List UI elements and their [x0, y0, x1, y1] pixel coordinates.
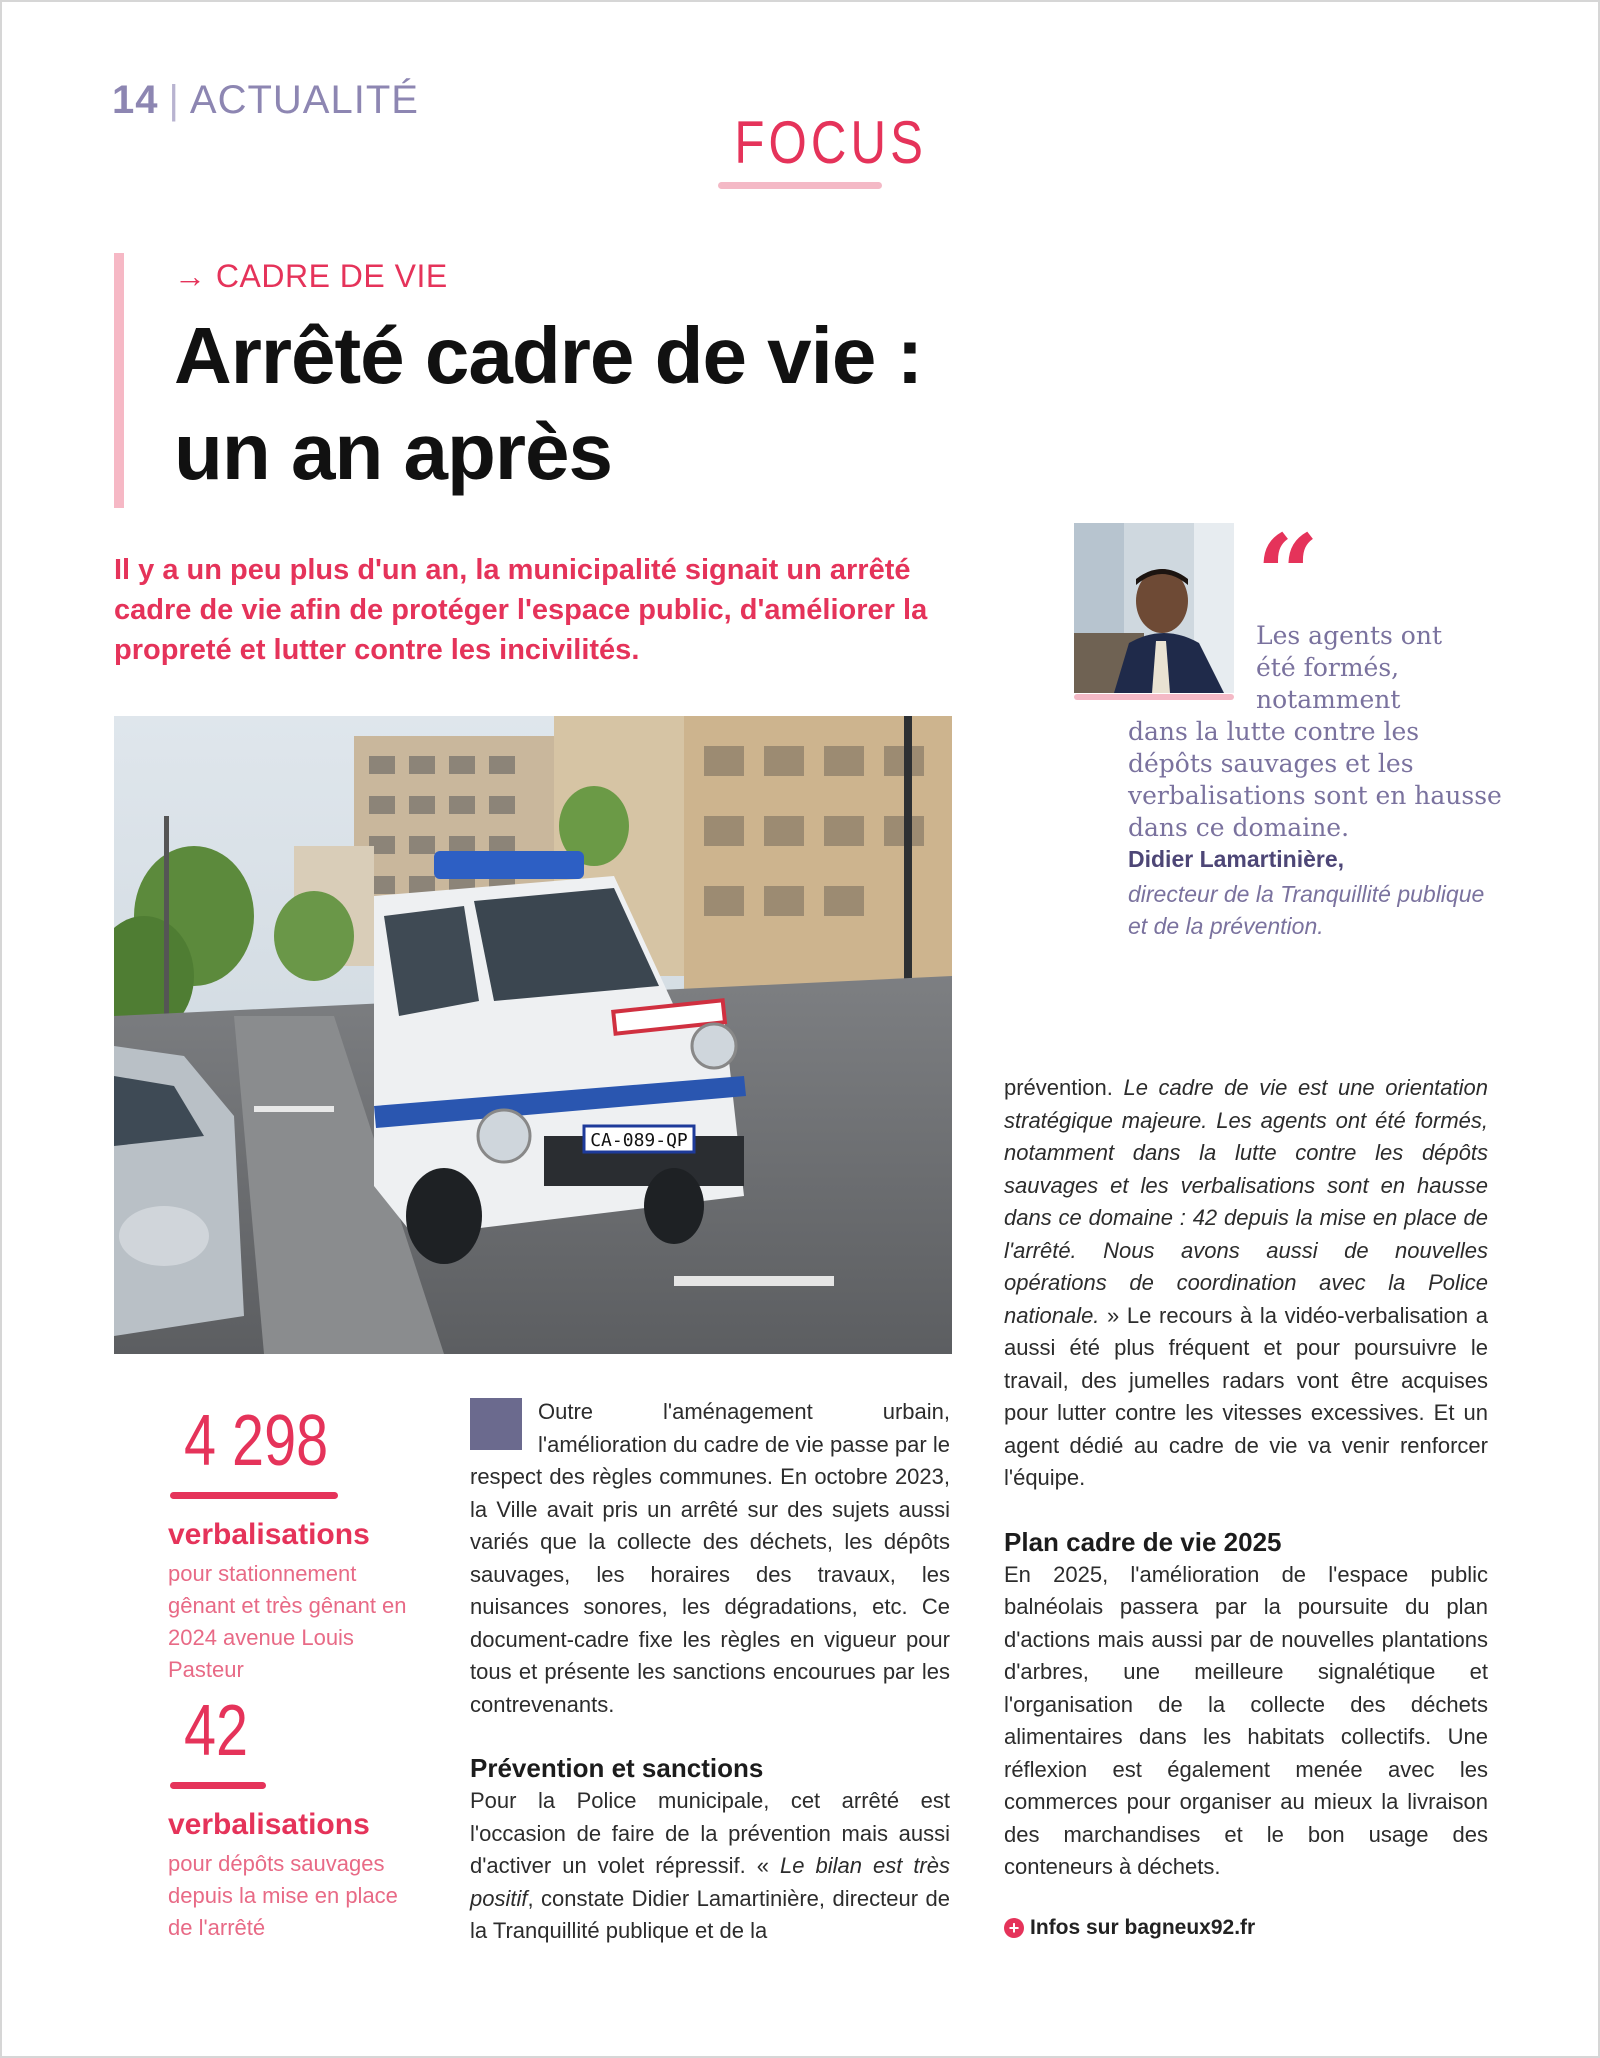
paragraph-square-icon: [470, 1398, 522, 1450]
intro-paragraph: [470, 1396, 950, 1721]
stat-label-1: verbalisations: [168, 1518, 370, 1551]
quote-author-role: directeur de la Tranquillité publique et de la prévention.: [1128, 881, 1485, 939]
p2-start: prévention.: [1004, 1075, 1124, 1100]
stat-label-2: verbalisations: [168, 1808, 370, 1841]
paragraph-prevention: [470, 1785, 950, 1948]
heading-plan: Plan cadre de vie 2025: [1004, 1526, 1282, 1557]
header-separator: |: [168, 78, 180, 122]
p2-italic: Le cadre de vie est une orientation stratégique majeure. Les agents ont été formés, notamment dans la lutte contre les dépôts sauvages et les verbalisations sont en hausse dans ce domaine : 42 depuis la mise en place de l'arrêté. Nous avons aussi de nouvelles opérations de coordination avec la Police nationale.: [1004, 1075, 1489, 1328]
more-info-text[interactable]: Infos sur bagneux92.fr: [1030, 1915, 1256, 1939]
quote-text-part-1: Les agents ont été formés, notamment: [1256, 621, 1442, 714]
page-header: [112, 78, 419, 123]
p1-italic: Le bilan est très positif: [470, 1853, 950, 1911]
lede: Il y a un peu plus d'un an, la municipalité signait un arrêté cadre de vie afin de protéger l'espace public, d'améliorer la propreté et lutter contre les incivilités.: [114, 554, 928, 666]
portrait-photo: [1074, 523, 1234, 693]
stat-underline-2: [170, 1782, 266, 1789]
paragraph-continuation: [1004, 1072, 1488, 1495]
intro-text: Outre l'aménagement urbain, l'amélioration du cadre de vie passe par le respect des règles communes. En octobre 2023, la Ville avait pris un arrêté sur des sujets aussi variés que la collecte des déchets, les dépôts sauvages, les horaires des travaux, les nuisances sonores, les dégradations, etc. Ce document-cadre fixe les règles en vigueur pour tous et présente les sanctions encourues par les contrevenants.: [470, 1399, 950, 1717]
stat-number-1: 4 298: [184, 1401, 329, 1481]
license-plate: CA-089-QP: [590, 1130, 688, 1151]
article-column-middle: [470, 1396, 950, 1948]
more-info-link[interactable]: [1004, 1912, 1488, 1945]
kicker: → CADRE DE VIE: [174, 258, 448, 294]
focus-underline: [718, 182, 882, 189]
plus-circle-icon: +: [1004, 1918, 1024, 1938]
article-title: [174, 308, 1094, 500]
stat-desc-1: pour stationnement gênant et très gênant en 2024 avenue Louis Pasteur: [168, 1561, 407, 1682]
p1-start: Pour la Police municipale, cet arrêté est l'occasion de faire de la prévention mais aussi d'activer un volet répressif. «: [470, 1788, 950, 1878]
stat-desc-2: pour dépôts sauvages depuis la mise en place de l'arrêté: [168, 1851, 398, 1940]
article-column-right: [1004, 1072, 1488, 1944]
quote-text-part-2: dans la lutte contre les dépôts sauvages et les verbalisations sont en hausse dans ce domaine.: [1128, 717, 1502, 842]
page-number: 14: [112, 78, 159, 122]
portrait-illustration: [1074, 523, 1234, 693]
heading-prevention: Prévention et sanctions: [470, 1753, 764, 1783]
focus-label: FOCUS: [734, 109, 928, 176]
stat-underline-1: [170, 1492, 338, 1499]
quote-mark-icon: “: [1256, 510, 1320, 639]
portrait-underline: [1074, 694, 1234, 700]
title-line-1: Arrêté cadre de vie :: [174, 311, 923, 400]
p2-end: » Le recours à la vidéo-verbalisation a aussi été plus fréquent et pour poursuivre le travail, des jumelles radars vont être acquises pour lutter contre les vitesses excessives. Et un agent dédié au cadre de vie va venir renforcer l'équipe.: [1004, 1302, 1488, 1490]
police-car-photo: [114, 716, 952, 1354]
police-car-photo-illustration: [114, 716, 952, 1354]
title-line-2: un an après: [174, 407, 613, 496]
quote-author-name: Didier Lamartinière,: [1128, 846, 1345, 872]
section-name: ACTUALITÉ: [189, 78, 419, 122]
stat-number-2: 42: [184, 1691, 249, 1771]
headline-accent-bar: [114, 253, 124, 508]
paragraph-plan: En 2025, l'amélioration de l'espace public balnéolais passera par la poursuite du plan d'actions mais aussi par de nouvelles plantations d'arbres, une meilleure signalétique et l'organisation de la collecte des déchets alimentaires dans les habitats collectifs. Une réflexion est également menée avec les commerces pour organiser au mieux la livraison des marchandises et le bon usage des conteneurs à déchets.: [1004, 1561, 1488, 1879]
p1-end: , constate Didier Lamartinière, directeur de la Tranquillité publique et de la: [470, 1885, 950, 1943]
